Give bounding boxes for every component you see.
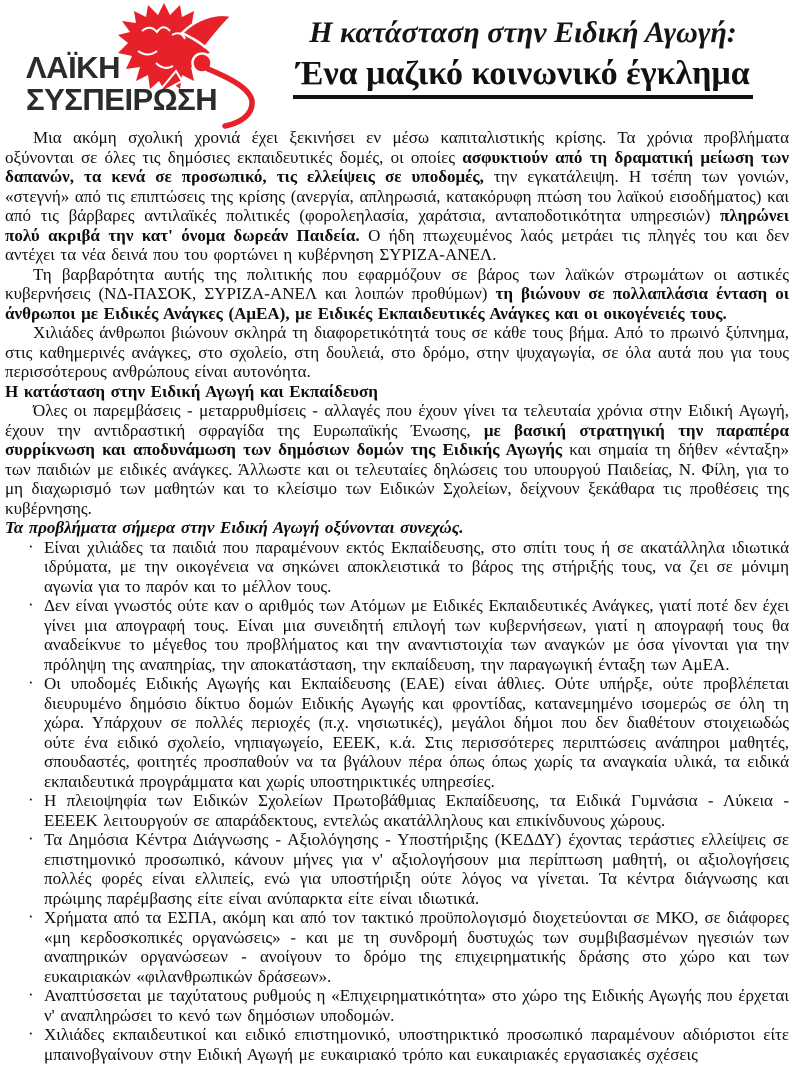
bullet-marker: · [28,829,34,848]
list-item-text: Χρήματα από τα ΕΣΠΑ, ακόμη και από τον τακτικό προϋπολογισμό διοχετεύονται σε ΜΚΟ, σε διάφορες «μη κερδοσκοπικές οργανώσεις» - και με τη συνδρομή δυστυχώς των συμβιβασμένων ηγεσιών των αναπηρικών οργανώσεων - ανοίγουν το δρόμο της επιχειρηματικής δράσης στο χώρο και των ευκαιριακών «φιλανθρωπικών δράσεων». [44,908,789,986]
list-item [5,791,789,830]
intro-paragraph-1: Μια ακόμη σχολική χρονιά έχει ξεκινήσει εν μέσω καπιταλιστικής κρίσης. Τα χρόνια προβλήματα οξύνονται σε όλες τις δημόσιες εκπαιδευτικές δομές, οι οποίες ασφυκτιούν από τη δραματική μείωση των δαπανών, τα κενά σε προσωπικό, τις ελλείψεις σε υποδομές, την εγκατάλειψη. Η τσέπη των γονιών, «στεγνή» από τις επιπτώσεις της κρίσης (ανεργία, απληρωσιά, κατακόρυφη πτώση του λαϊκού εισοδήματος) και από τις βάρβαρες αντιλαϊκές πολιτικές (φορολεηλασία, χαράτσια, ανταποδοτικότητα υπηρεσιών) πληρώνει πολύ ακριβά την κατ' όνομα δωρεάν Παιδεία. Ο ήδη πτωχευμένος λαός μετράει τις πληγές του και δεν αντέχει τα νέα δεινά που του φορτώνει η κυβέρνηση ΣΥΡΙΖΑ-ΑΝΕΛ. [5,128,790,264]
title-block [248,16,798,99]
intro-paragraph-3: Χιλιάδες άνθρωποι βιώνουν σκληρά τη διαφορετικότητά τους σε κάθε τους βήμα. Από το πρωινό ξύπνημα, στις καθημερινές ανάγκες, στο σχολείο, στη δουλειά, στο δρόμο, στην ψυχαγωγία, σε όλα αυτά που για τους περισσότερους ανθρώπους είναι αυτονόητα. [5,323,789,381]
section-heading-situation: Η κατάσταση στην Ειδική Αγωγή και Εκπαίδευση [5,381,378,401]
page-title-line1: Η κατάσταση στην Ειδική Αγωγή: [309,16,737,49]
list-item [5,596,789,674]
masthead [0,0,800,126]
problems-list [5,538,789,1065]
bullet-marker: · [28,907,34,926]
list-item-text: Είναι χιλιάδες τα παιδιά που παραμένουν εκτός Εκπαίδευσης, στο σπίτι τους ή σε ακατάλληλα ιδιωτικά ιδρύματα, με την οικογένεια να σηκώνει αποκλειστικά το βάρος της στήριξής τους, να ζει σε μόνιμη αγωνία για το παρόν και το μέλλον τους. [44,537,789,596]
list-item-text: Η πλειοψηφία των Ειδικών Σχολείων Πρωτοβάθμιας Εκπαίδευσης, τα Ειδικά Γυμνάσια - Λύκεια - ΕΕΕΕΚ λειτουργούν σε απαράδεκτους, εντελώς ακατάλληλους και επικίνδυνους χώρους. [44,791,789,830]
list-item [5,1025,789,1064]
laiki-syspirosi-logo [22,2,257,124]
section-heading-problems: Τα προβλήματα σήμερα στην Ειδική Αγωγή οξύνονται συνεχώς. [5,518,464,537]
page-title-line2 [248,55,798,99]
bullet-marker: · [28,673,34,692]
bullet-marker: · [28,1024,34,1043]
list-item [5,538,789,597]
logo-name-line2: ΣΥΣΠΕΙΡΩΣΗ [26,82,218,117]
list-item-text: Αναπτύσσεται με ταχύτατους ρυθμούς η «Επιχειρηματικότητα» στο χώρο της Ειδικής Αγωγής που έρχεται ν' αναπληρώσει το κενό των δημόσιων υποδομών. [44,986,789,1025]
bullet-marker: · [28,985,34,1004]
page-title-line2-underlined: Ένα μαζικό κοινωνικό έγκλημα [293,55,752,99]
list-item [5,830,789,908]
list-item-text: Χιλιάδες εκπαιδευτικοί και ειδικό επιστημονικό, υποστηρικτικό προσωπικό παραμένουν αδιόριστοι είτε μπαινοβγαίνουν στην Ειδική Αγωγή με ευκαιριακό τρόπο και ευκαιριακές εργασιακές σχέσεις [44,1025,789,1064]
logo-text [26,52,217,116]
section-paragraph: Όλες οι παρεμβάσεις - μεταρρυθμίσεις - αλλαγές που έχουν γίνει τα τελευταία χρόνια στην Ειδική Αγωγή, έχουν την αντιδραστική σφραγίδα της Ευρωπαϊκής Ένωσης, με βασική στρατηγική την παραπέρα συρρίκνωση και αποδυνάμωση των δημόσιων δομών της Ειδικής Αγωγής και σημαία τη δήθεν «ένταξη» των παιδιών με ειδικές ανάγκες. Άλλωστε και οι τελευταίες δηλώσεις του υπουργού Παιδείας, Ν. Φίλη, για το μη διαχωρισμό των μαθητών και το κλείσιμο των Ειδικών Σχολείων, δείχνουν ξεκάθαρα τις προθέσεις της κυβέρνησης. [5,401,789,518]
list-item-text: Δεν είναι γνωστός ούτε καν ο αριθμός των Ατόμων με Ειδικές Εκπαιδευτικές Ανάγκες, γιατί ποτέ δεν έχει γίνει μια απογραφή τους. Είναι μια συνειδητή επιλογή των κυβερνήσεων, γιατί η απογραφή τους θα αναδείκνυε το μέγεθος του προβλήματος και την αναντιστοιχία των αναγκών με όσα γίνονται για την πρόληψη της αναπηρίας, την αποκατάσταση, την εκπαίδευση, την παραγωγική ένταξη των ΑμΕΑ. [44,596,789,674]
list-item [5,674,789,791]
list-item-text: Τα Δημόσια Κέντρα Διάγνωσης - Αξιολόγησης - Υποστήριξης (ΚΕΔΔΥ) έχοντας τεράστιες ελλείψεις σε επιστημονικό προσωπικό, κάνουν μήνες για ν' αξιολογήσουν μια περίπτωση μαθητή, οι αξιολογήσεις πολλές φορές είναι ελλιπείς, ενώ για υποστήριξη ούτε λόγος να γίνεται. Τα κέντρα διάγνωσης και πρώιμης παρέμβασης είτε είναι ανύπαρκτα είτε είναι ιδιωτικά. [44,830,789,908]
bullet-marker: · [28,595,34,614]
bullet-marker: · [28,536,34,556]
bullet-marker: · [28,790,34,809]
list-item-text: Οι υποδομές Ειδικής Αγωγής και Εκπαίδευσης (ΕΑΕ) είναι άθλιες. Ούτε υπήρξε, ούτε προβλέπεται διευρυμένο δημόσιο δίκτυο δομών Ειδικής Αγωγής και φροντίδας, κατανεμημένο ισομερώς σε όλη τη χώρα. Υπάρχουν σε πολλές περιοχές (π.χ. νησιωτικές), μεγάλοι δήμοι που δεν διαθέτουν στοιχειωδώς ούτε ένα ειδικό σχολείο, νηπιαγωγείο, ΕΕΕΚ, κ.ά. Στις περισσότερες περιπτώσεις ανάπηροι μαθητές, σπουδαστές, φοιτητές προσπαθούν να τα βγάλουν πέρα όπως όπως χωρίς τα αναγκαία υλικά, τα ειδικά εκπαιδευτικά προγράμματα και χωρίς υποστηρικτικές υπηρεσίες. [44,674,789,791]
logo-name-line1: ΛΑΪΚΗ [26,50,120,85]
list-item [5,986,789,1025]
intro-paragraph-2: Τη βαρβαρότητα αυτής της πολιτικής που εφαρμόζουν σε βάρος των λαϊκών στρωμάτων οι αστικές κυβερνήσεις (ΝΔ-ΠΑΣΟΚ, ΣΥΡΙΖΑ-ΑΝΕΛ και λοιπών προθύμων) τη βιώνουν σε πολλαπλάσια ένταση οι άνθρωποι με Ειδικές Ανάγκες (ΑμΕΑ), με Ειδικές Εκπαιδευτικές Ανάγκες και οι οικογένειές τους. [5,264,789,323]
document-body [0,126,800,1089]
list-item [5,908,789,986]
